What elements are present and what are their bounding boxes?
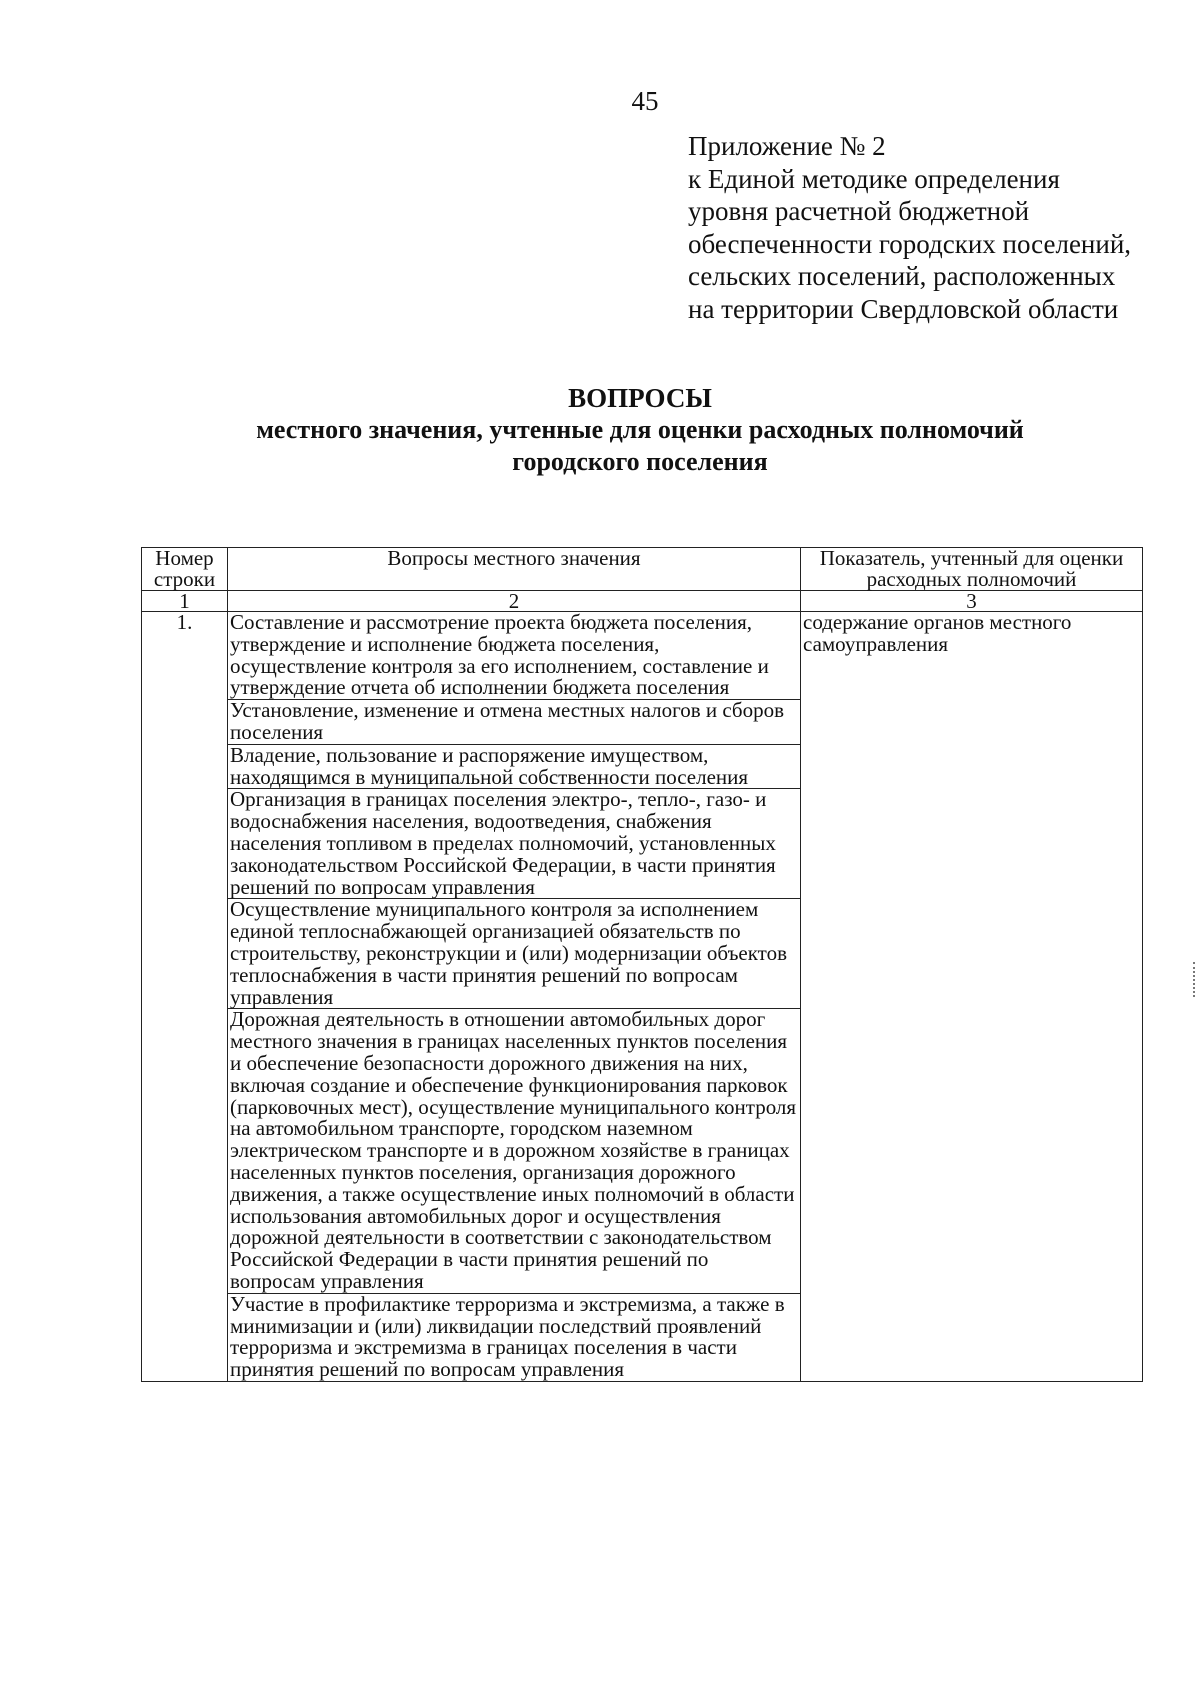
question-cell: Владение, пользование и распоряжение имуществом, находящимся в муниципальной собственности поселения — [228, 744, 801, 789]
table-row — [142, 612, 1143, 700]
page-number: 45 — [631, 86, 659, 116]
appendix-line: уровня расчетной бюджетной — [688, 196, 1030, 226]
appendix-line: на территории Свердловской области — [688, 293, 1119, 324]
question-cell: Осуществление муниципального контроля за исполнением единой теплоснабжающей организацией обязательств по строительству, реконструкции и (или) модернизации объектов теплоснабжения в части принятия решений по вопросам управления — [228, 899, 801, 1009]
title-line-2: городского поселения — [512, 447, 768, 476]
appendix-line: обеспеченности городских поселений, — [688, 228, 1132, 259]
column-number: 2 — [228, 591, 801, 612]
questions-table — [141, 547, 1143, 1382]
appendix-line: Приложение № 2 — [688, 131, 886, 161]
title-line-1: местного значения, учтенные для оценки расходных полномочий — [256, 415, 1024, 444]
column-number: 3 — [801, 591, 1143, 612]
table-header-row — [142, 548, 1143, 591]
question-cell: Организация в границах поселения электро-, тепло-, газо- и водоснабжения населения, водоотведения, снабжения населения топливом в пределах полномочий, установленных законодательством Российской Федерации, в части принятия решений по вопросам управления — [228, 789, 801, 899]
header-questions: Вопросы местного значения — [228, 548, 801, 591]
row-number: 1. — [142, 612, 228, 1382]
title-main: ВОПРОСЫ — [568, 383, 712, 413]
scan-artifact-mark — [1193, 962, 1197, 997]
column-number-row — [142, 591, 1143, 612]
question-cell: Составление и рассмотрение проекта бюджета поселения, утверждение и исполнение бюджета поселения, осуществление контроля за его исполнением, составление и утверждение отчета об исполнении бюджета поселения — [228, 612, 801, 700]
header-row-number: Номер строки — [142, 548, 228, 591]
appendix-block — [688, 130, 1168, 325]
question-cell: Участие в профилактике терроризма и экстремизма, а также в минимизации и (или) ликвидации последствий проявлений терроризма и экстремизма в границах поселения в части принятия решений по вопросам управления — [228, 1293, 801, 1381]
appendix-line: сельских поселений, расположенных — [688, 261, 1116, 291]
question-cell: Установление, изменение и отмена местных налогов и сборов поселения — [228, 700, 801, 745]
document-title — [160, 382, 1120, 478]
appendix-line: к Единой методике определения — [688, 163, 1060, 194]
question-cell: Дорожная деятельность в отношении автомобильных дорог местного значения в границах населенных пунктов поселения и обеспечение безопасности дорожного движения на них, включая создание и обеспечение функционирования парковок (парковочных мест), осуществление муниципального контроля на автомобильном транспорте, городском наземном электрическом транспорте и в дорожном хозяйстве в границах населенных пунктов поселения, организация дорожного движения, а также осуществление иных полномочий в области использования автомобильных дорог и осуществления дорожной деятельности в соответствии с законодательством Российской Федерации в части принятия решений по вопросам управления — [228, 1009, 801, 1293]
header-indicator: Показатель, учтенный для оценки расходных полномочий — [801, 548, 1143, 591]
indicator-cell: содержание органов местного самоуправления — [801, 612, 1143, 1382]
column-number: 1 — [142, 591, 228, 612]
